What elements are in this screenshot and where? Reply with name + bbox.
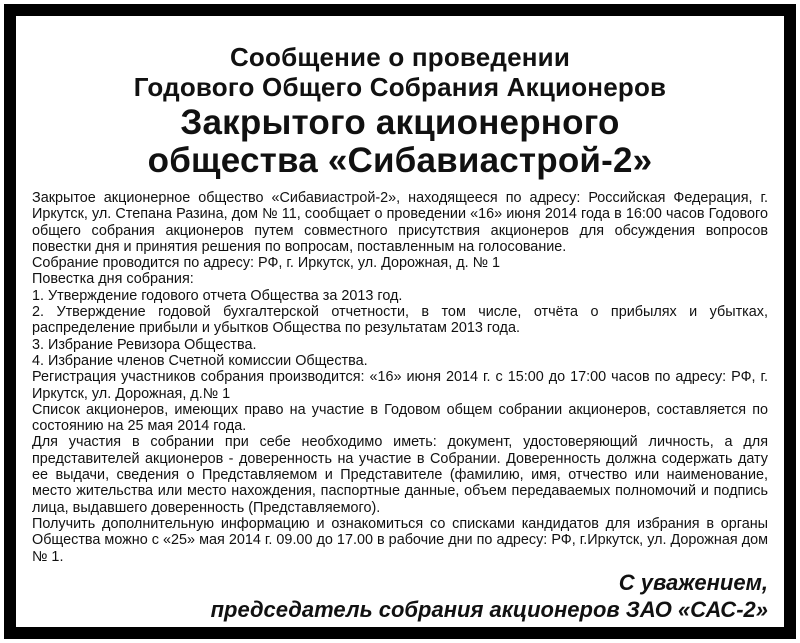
company-name <box>32 104 768 180</box>
agenda-item: 4. Избрание членов Счетной комиссии Общества. <box>32 352 368 369</box>
closing-signatory: председатель собрания акционеров ЗАО «САС-2» <box>210 596 768 622</box>
company-line-2: общества «Сибавиастрой-2» <box>147 141 653 180</box>
notice-title <box>32 42 768 102</box>
paragraph-announcement: Закрытое акционерное общество «Сибавиастрой-2», находящееся по адресу: Российская Федерация, г. Иркутск, ул. Степана Разина, дом № 11, сообщает о проведении «16» июня 2014 года в 16:00 часов Годового общего собрания акционеров путем совместного присутствия акционеров для обсуждения вопросов повестки дня и принятия решения по вопросам, поставленным на голосование. <box>32 190 768 255</box>
paragraph-shareholder-list: Список акционеров, имеющих право на участие в Годовом общем собрании акционеров, составляется по состоянию на 25 мая 2014 года. <box>32 401 768 435</box>
notice-body <box>32 190 768 565</box>
closing-signature <box>32 569 768 623</box>
closing-greeting: С уважением, <box>618 569 768 595</box>
title-line-2: Годового Общего Собрания Акционеров <box>133 72 667 102</box>
paragraph-venue: Собрание проводится по адресу: РФ, г. Иркутск, ул. Дорожная, д. № 1 <box>32 255 501 272</box>
agenda-item: 3. Избрание Ревизора Общества. <box>32 336 257 353</box>
paragraph-registration: Регистрация участников собрания производится: «16» июня 2014 г. с 15:00 до 17:00 часов по адресу: РФ, г. Иркутск, ул. Дорожная, д.№ 1 <box>32 369 768 402</box>
title-line-1: Сообщение о проведении <box>229 42 571 72</box>
paragraph-information: Получить дополнительную информацию и ознакомиться со списками кандидатов для избрания в органы Общества можно с «25» мая 2014 г. 09.00 до 17.00 в рабочие дни по адресу: РФ, г.Иркутск, ул. Дорожная дом № 1. <box>32 515 768 565</box>
notice-border <box>4 4 796 639</box>
notice-content <box>32 32 768 622</box>
agenda-heading: Повестка дня собрания: <box>32 271 194 288</box>
agenda-item: 2. Утверждение годовой бухгалтерской отчетности, в том числе, отчёта о прибылях и убытках, распределение прибыли и убытков Общества по результатам 2013 года. <box>32 304 768 337</box>
agenda-item: 1. Утверждение годового отчета Общества за 2013 год. <box>32 287 403 304</box>
paragraph-requirements: Для участия в собрании при себе необходимо иметь: документ, удостоверяющий личность, а для представителей акционеров - доверенность на участие в Собрании. Доверенность должна содержать дату ее выдачи, сведения о Представляемом и Представителе (фамилию, имя, отчество или наименование, место жительства или место нахождения, паспортные данные, объем передаваемых полномочий и подпись лица, выдавшего доверенность (Представляемого). <box>32 434 768 516</box>
company-line-1: Закрытого акционерного <box>180 103 620 142</box>
